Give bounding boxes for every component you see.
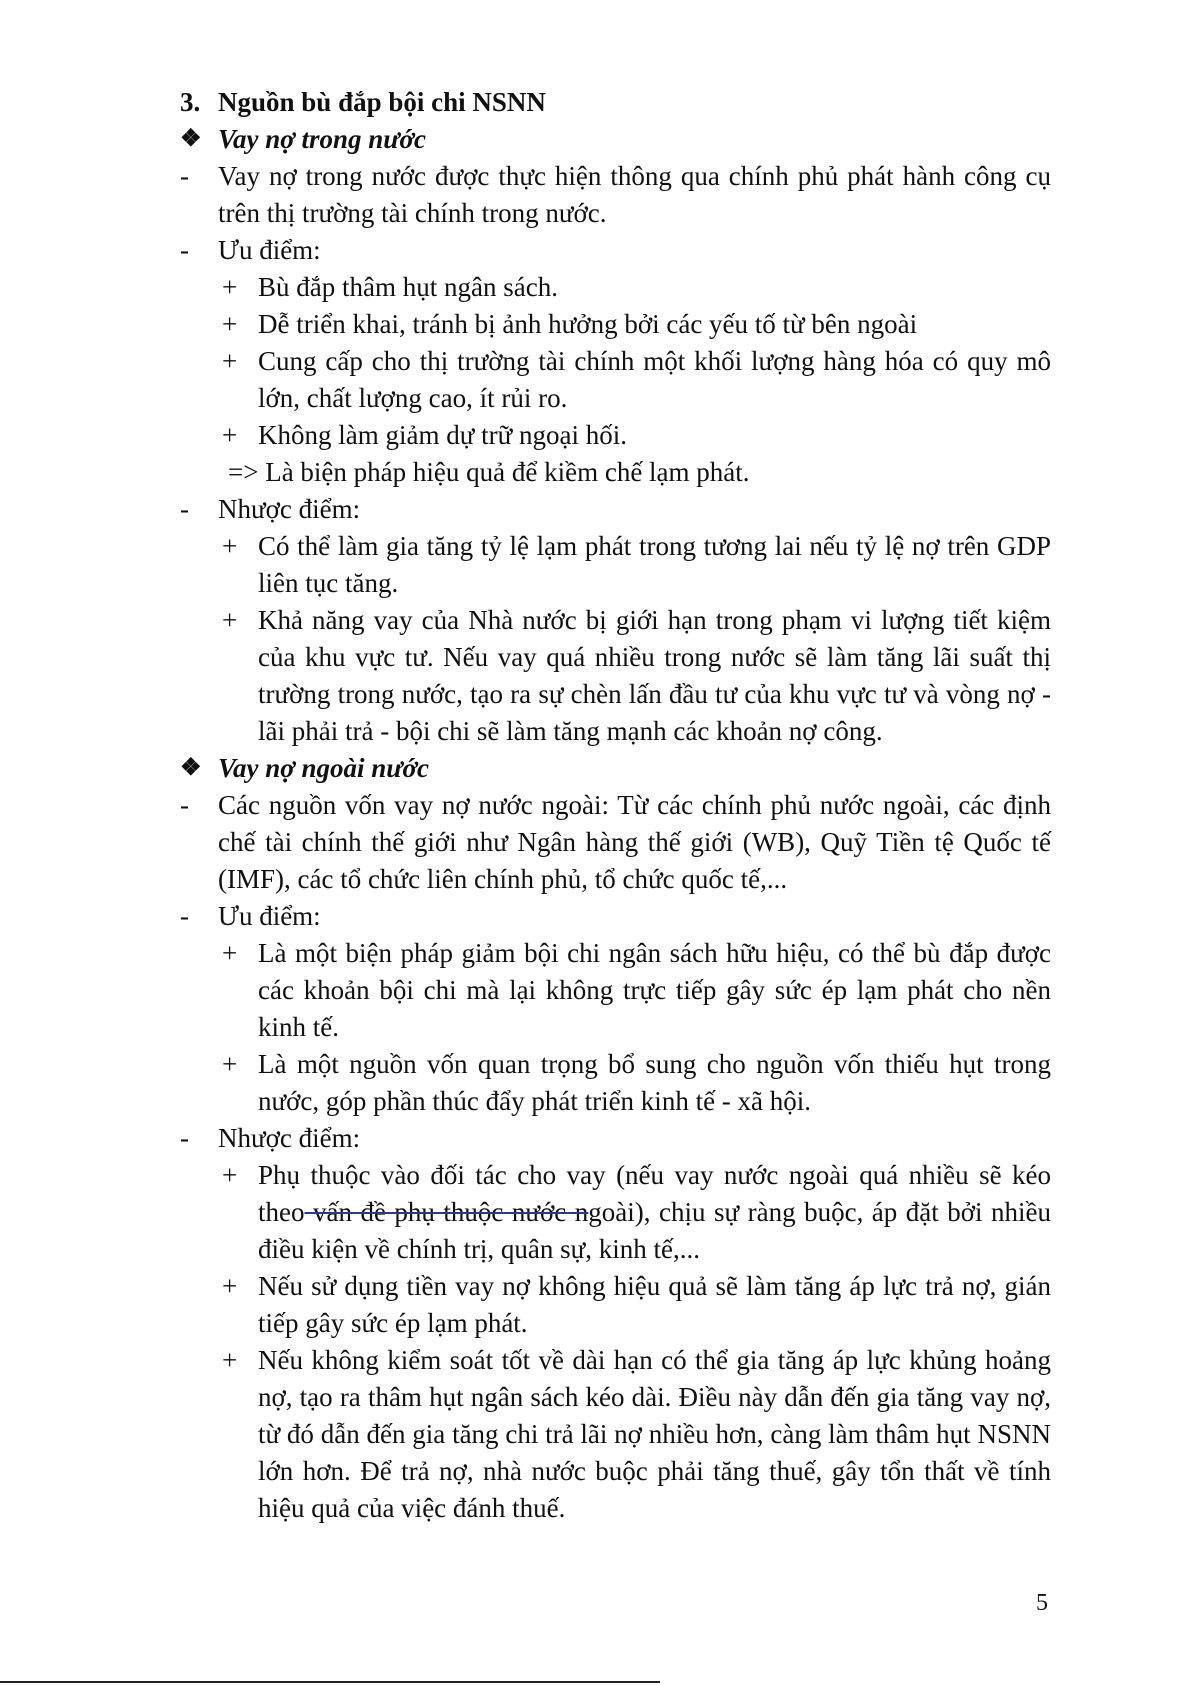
dash-marker: - [180, 494, 189, 524]
domestic-conclusion: => Là biện pháp hiệu quả để kiềm chế lạm phát. [228, 457, 750, 487]
plus-marker: + [222, 531, 238, 561]
diamond-bullet-icon: ❖ [180, 755, 202, 781]
foreign-disadvantage-2: Nếu sử dụng tiền vay nợ không hiệu quả sẽ làm tăng áp lực trả nợ, gián tiếp gây sức ép lạm phát. [258, 1271, 1051, 1338]
section-title: Nguồn bù đắp bội chi NSNN [218, 87, 546, 117]
list-item [180, 898, 1051, 935]
domestic-advantages-label: Ưu điểm: [218, 235, 321, 265]
bottom-divider [0, 1681, 660, 1683]
list-item [218, 1268, 1051, 1342]
list-item [218, 343, 1051, 417]
domestic-advantage-1: Bù đắp thâm hụt ngân sách. [258, 272, 558, 302]
section-number: 3. [180, 87, 201, 117]
list-item [180, 1120, 1051, 1157]
plus-marker: + [222, 420, 238, 450]
foreign-advantage-1: Là một biện pháp giảm bội chi ngân sách hữu hiệu, có thể bù đắp được các khoản bội chi mà lại không trực tiếp gây sức ép lạm phát cho nền kinh tế. [258, 938, 1051, 1042]
foreign-advantage-2: Là một nguồn vốn quan trọng bổ sung cho nguồn vốn thiếu hụt trong nước, góp phần thúc đẩy phát triển kinh tế - xã hội. [258, 1049, 1051, 1116]
dash-marker: - [180, 901, 189, 931]
plus-marker: + [222, 605, 238, 635]
diamond-bullet-icon: ❖ [180, 126, 202, 152]
domestic-advantage-2: Dễ triển khai, tránh bị ảnh hưởng bởi các yếu tố từ bên ngoài [258, 309, 918, 339]
plus-marker: + [222, 1049, 238, 1079]
dash-marker: - [180, 161, 189, 191]
list-item [218, 417, 1051, 454]
foreign-disadvantage-1 [258, 1157, 1051, 1268]
page-number: 5 [1036, 1590, 1048, 1616]
page-content [180, 84, 1051, 1527]
dash-marker: - [180, 790, 189, 820]
foreign-disadvantages-label: Nhược điểm: [218, 1123, 361, 1153]
foreign-disadvantage-3: Nếu không kiểm soát tốt về dài hạn có thể gia tăng áp lực khủng hoảng nợ, tạo ra thâm hụt ngân sách kéo dài. Điều này dẫn đến gia tăng vay nợ, từ đó dẫn đến gia tăng chi trả lãi nợ nhiều hơn, càng làm thâm hụt NSNN lớn hơn. Để trả nợ, nhà nước buộc phải tăng thuế, gây tổn thất về tính hiệu quả của việc đánh thuế. [258, 1345, 1051, 1523]
subsection-foreign-title: Vay nợ ngoài nước [218, 753, 429, 783]
list-item [218, 602, 1051, 750]
plus-marker: + [222, 346, 238, 376]
plus-marker: + [222, 1160, 238, 1190]
domestic-disadvantages-label: Nhược điểm: [218, 494, 361, 524]
plus-marker: + [222, 272, 238, 302]
subsection-domestic-heading [180, 121, 1051, 158]
domestic-intro: Vay nợ trong nước được thực hiện thông qua chính phủ phát hành công cụ trên thị trường tài chính trong nước. [218, 161, 1051, 228]
list-item [218, 306, 1051, 343]
plus-marker: + [222, 1345, 238, 1375]
list-item [180, 158, 1051, 232]
plus-marker: + [222, 938, 238, 968]
section-heading [180, 84, 1051, 121]
subsection-foreign-heading [180, 750, 1051, 787]
domestic-disadvantage-2: Khả năng vay của Nhà nước bị giới hạn trong phạm vi lượng tiết kiệm của khu vực tư. Nếu vay quá nhiều trong nước sẽ làm tăng lãi suất thị trường trong nước, tạo ra sự chèn lấn đầu tư của khu vực tư và vòng nợ - lãi phải trả - bội chi sẽ làm tăng mạnh các khoản nợ công. [258, 605, 1051, 746]
handwritten-strike-mark: vấn đề phụ thuộc nước n [304, 1197, 589, 1227]
subsection-domestic-title: Vay nợ trong nước [218, 124, 426, 154]
plus-marker: + [222, 1271, 238, 1301]
domestic-advantage-4: Không làm giảm dự trữ ngoại hối. [258, 420, 627, 450]
list-item [180, 232, 1051, 269]
plus-marker: + [222, 309, 238, 339]
list-item [218, 1046, 1051, 1120]
foreign-advantages-label: Ưu điểm: [218, 901, 321, 931]
dash-marker: - [180, 1123, 189, 1153]
foreign-disadvantage-1-part-a: Phụ thuộc vào đối tác cho vay (nếu vay nước ngoài quá nhiều sẽ kéo theo [258, 1160, 1051, 1227]
list-item [218, 528, 1051, 602]
list-item [218, 1342, 1051, 1527]
list-item [180, 491, 1051, 528]
list-item [218, 935, 1051, 1046]
domestic-disadvantage-1: Có thể làm gia tăng tỷ lệ lạm phát trong tương lai nếu tỷ lệ nợ trên GDP liên tục tăng. [258, 531, 1051, 598]
domestic-advantage-3: Cung cấp cho thị trường tài chính một khối lượng hàng hóa có quy mô lớn, chất lượng cao, ít rủi ro. [258, 346, 1051, 413]
dash-marker: - [180, 235, 189, 265]
foreign-disadvantage-1-part-b: goài), chịu sự ràng buộc, áp đặt bởi nhiều điều kiện về chính trị, quân sự, kinh tế,... [258, 1197, 1052, 1264]
list-item [218, 1157, 1051, 1268]
foreign-intro: Các nguồn vốn vay nợ nước ngoài: Từ các chính phủ nước ngoài, các định chế tài chính thế giới như Ngân hàng thế giới (WB), Quỹ Tiền tệ Quốc tế (IMF), các tổ chức liên chính phủ, tổ chức quốc tế,... [218, 790, 1051, 894]
list-item [218, 269, 1051, 306]
list-item [180, 787, 1051, 898]
